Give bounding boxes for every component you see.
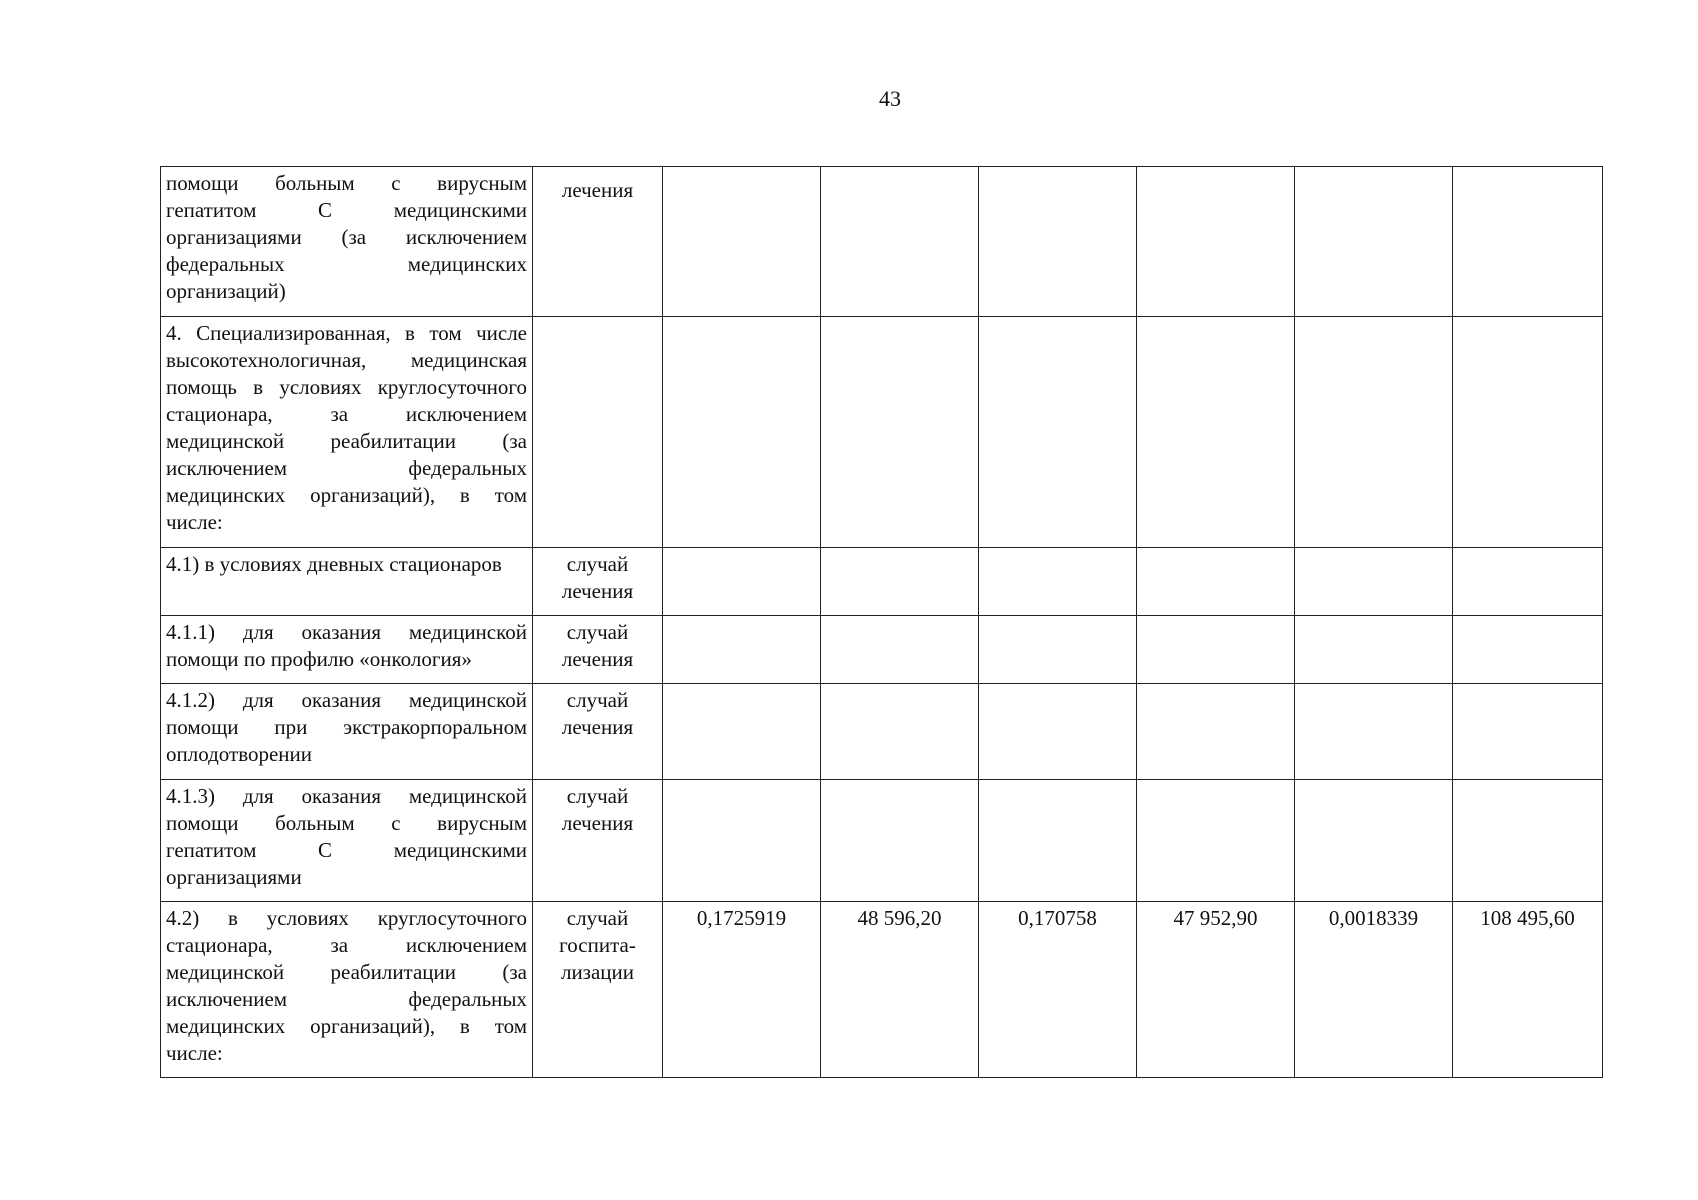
value-cell — [1453, 684, 1603, 780]
value-cell — [1137, 548, 1295, 616]
value-cell — [821, 780, 979, 902]
value-cell — [663, 684, 821, 780]
value-cell — [1137, 684, 1295, 780]
value-cell — [663, 616, 821, 684]
value-cell — [979, 167, 1137, 317]
page-number: 43 — [879, 86, 901, 111]
row-name-cell: 4.1.1) для оказания медицинской помощи по профилю «онкология» — [161, 616, 533, 684]
value-cell — [663, 780, 821, 902]
value-cell — [663, 548, 821, 616]
row-unit-cell: случай лечения — [533, 780, 663, 902]
value-cell: 48 596,20 — [821, 902, 979, 1078]
value-cell — [821, 167, 979, 317]
value-cell — [979, 616, 1137, 684]
row-name-cell: 4.1.3) для оказания медицинской помощи больным с вирусным гепатитом С медицинскими организациями — [161, 780, 533, 902]
value-cell — [979, 684, 1137, 780]
value-cell — [1137, 616, 1295, 684]
value-cell: 108 495,60 — [1453, 902, 1603, 1078]
value-cell — [1295, 684, 1453, 780]
row-name-cell: 4. Специализированная, в том числе высокотехнологичная, медицинская помощь в условиях круглосуточного стационара, за исключением медицинской реабилитации (за исключением федеральных медицинских организаций), в том числе: — [161, 317, 533, 548]
value-cell: 0,0018339 — [1295, 902, 1453, 1078]
value-cell — [1295, 167, 1453, 317]
value-cell — [979, 780, 1137, 902]
value-cell — [821, 684, 979, 780]
table-row — [161, 902, 1603, 1078]
value-cell — [1295, 317, 1453, 548]
row-name-cell: 4.1.2) для оказания медицинской помощи при экстракорпоральном оплодотворении — [161, 684, 533, 780]
row-unit-cell: случай госпита-лизации — [533, 902, 663, 1078]
value-cell — [1453, 780, 1603, 902]
value-cell — [1137, 780, 1295, 902]
value-cell — [1453, 616, 1603, 684]
row-name-cell: 4.2) в условиях круглосуточного стационара, за исключением медицинской реабилитации (за исключением федеральных медицинских организаций), в том числе: — [161, 902, 533, 1078]
value-cell — [821, 616, 979, 684]
value-cell — [1295, 616, 1453, 684]
table-row — [161, 780, 1603, 902]
row-unit-cell: лечения — [533, 167, 663, 317]
value-cell: 0,1725919 — [663, 902, 821, 1078]
value-cell — [1137, 167, 1295, 317]
row-name-cell: 4.1) в условиях дневных стационаров — [161, 548, 533, 616]
row-unit-cell: случай лечения — [533, 616, 663, 684]
value-cell — [1453, 317, 1603, 548]
value-cell: 0,170758 — [979, 902, 1137, 1078]
table-row — [161, 684, 1603, 780]
value-cell — [979, 317, 1137, 548]
row-unit-cell: случай лечения — [533, 684, 663, 780]
data-table — [160, 166, 1603, 1078]
row-unit-cell: случай лечения — [533, 548, 663, 616]
value-cell — [1453, 548, 1603, 616]
table-row — [161, 616, 1603, 684]
value-cell — [1295, 548, 1453, 616]
table-row — [161, 317, 1603, 548]
value-cell — [979, 548, 1137, 616]
value-cell: 47 952,90 — [1137, 902, 1295, 1078]
value-cell — [1137, 317, 1295, 548]
row-unit-cell — [533, 317, 663, 548]
value-cell — [663, 317, 821, 548]
table-row — [161, 548, 1603, 616]
value-cell — [1295, 780, 1453, 902]
row-name-cell: помощи больным с вирусным гепатитом С медицинскими организациями (за исключением федеральных медицинских организаций) — [161, 167, 533, 317]
table-row — [161, 167, 1603, 317]
value-cell — [1453, 167, 1603, 317]
value-cell — [821, 548, 979, 616]
value-cell — [821, 317, 979, 548]
value-cell — [663, 167, 821, 317]
